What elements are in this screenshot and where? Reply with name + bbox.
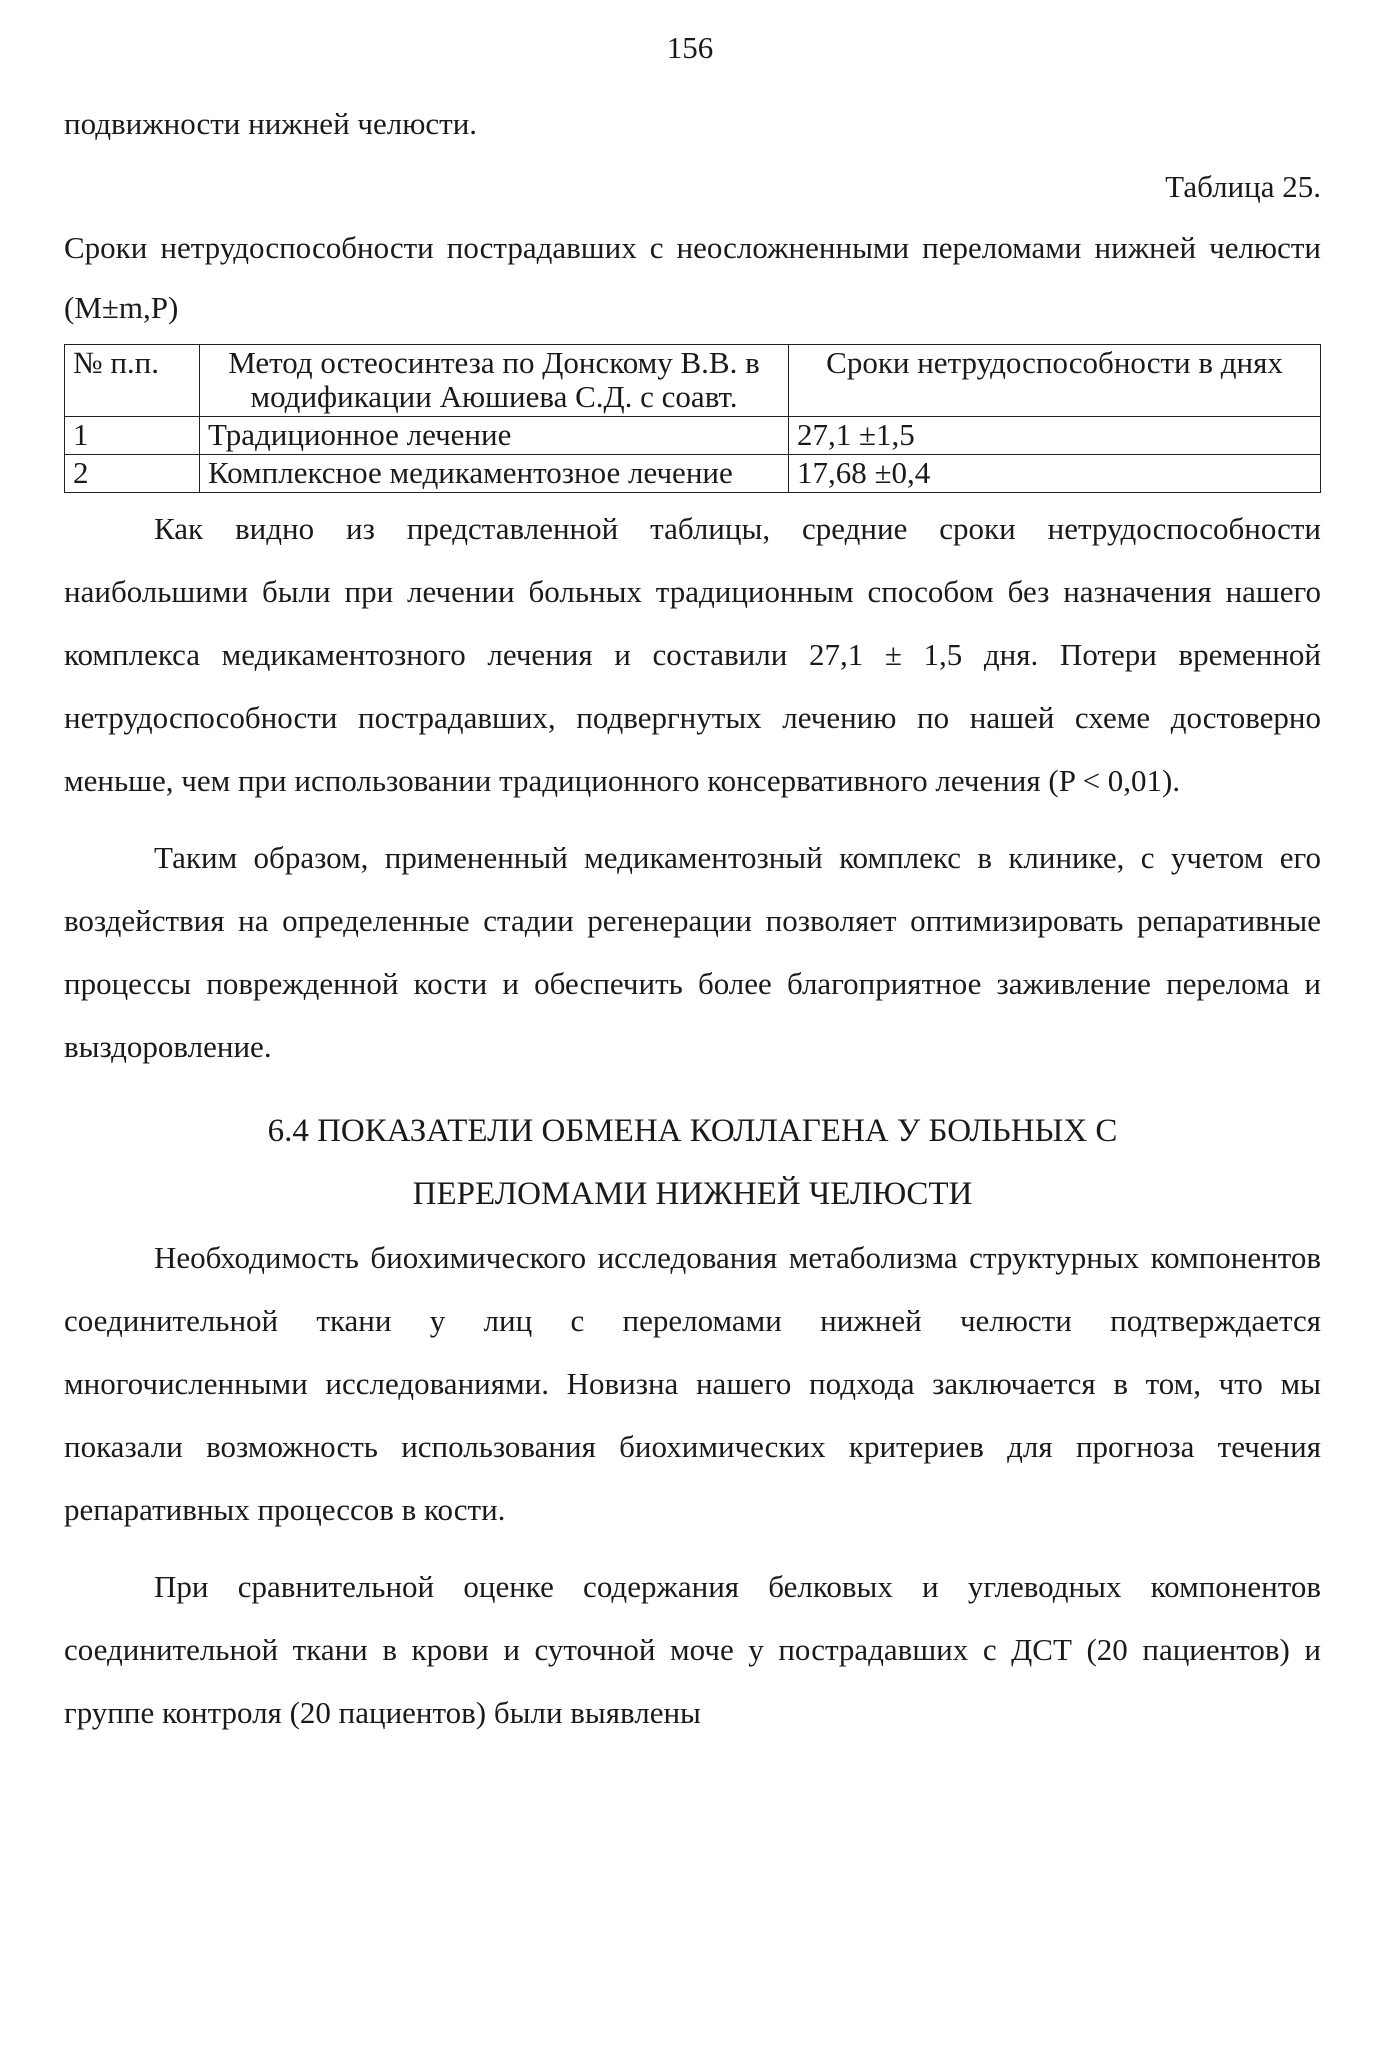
header-method: Метод остеосинтеза по Донскому В.В. в модификации Аюшиева С.Д. с соавт.	[200, 345, 789, 417]
row-duration: 17,68 ±0,4	[789, 455, 1321, 493]
row-method: Комплексное медикаментозное лечение	[200, 455, 789, 493]
paragraph-comparison: При сравнительной оценке содержания белковых и углеводных компонентов соединительной ткани в крови и суточной моче у пострадавших с ДСТ (20 пациентов) и группе контроля (20 пациентов) были выявлены	[64, 1569, 1321, 1730]
paragraph-necessity: Необходимость биохимического исследования метаболизма структурных компонентов соединительной ткани у лиц с переломами нижней челюсти подтверждается многочисленными исследованиями. Новизна нашего подхода заключается в том, что мы показали возможность использования биохимических критериев для прогноза течения репаративных процессов в кости.	[64, 1240, 1321, 1527]
row-num: 2	[65, 455, 200, 493]
section-heading-line-2: ПЕРЕЛОМАМИ НИЖНЕЙ ЧЕЛЮСТИ	[412, 1176, 973, 1212]
page-number: 156	[666, 30, 714, 65]
paragraph-results: Как видно из представленной таблицы, средние сроки нетрудоспособности наибольшими были при лечении больных традиционным способом без назначения нашего комплекса медикаментозного лечения и составили 27,1 ± 1,5 дня. Потери временной нетрудоспособности пострадавших, подвергнутых лечению по нашей схеме достоверно меньше, чем при использовании традиционного консервативного лечения (P < 0,01).	[64, 511, 1321, 798]
section-heading	[64, 1100, 1321, 1226]
table-row	[65, 455, 1321, 493]
header-duration: Сроки нетрудоспособности в днях	[789, 345, 1321, 417]
table-title: Сроки нетрудоспособности пострадавших с неосложненными переломами нижней челюсти (M±m,P)	[64, 230, 1321, 325]
table-label: Таблица 25.	[1165, 169, 1321, 204]
sick-leave-table	[64, 344, 1321, 493]
page-content	[64, 92, 1321, 1744]
row-duration: 27,1 ±1,5	[789, 417, 1321, 455]
paragraph-conclusion: Таким образом, примененный медикаментозный комплекс в клинике, с учетом его воздействия на определенные стадии регенерации позволяет оптимизировать репаративные процессы поврежденной кости и обеспечить более благоприятное заживление перелома и выздоровление.	[64, 840, 1321, 1064]
row-num: 1	[65, 417, 200, 455]
intro-line: подвижности нижней челюсти.	[64, 106, 478, 141]
header-num: № п.п.	[65, 345, 200, 417]
row-method: Традиционное лечение	[200, 417, 789, 455]
table-header-row	[65, 345, 1321, 417]
section-heading-line-1: 6.4 ПОКАЗАТЕЛИ ОБМЕНА КОЛЛАГЕНА У БОЛЬНЫХ С	[267, 1113, 1118, 1149]
table-row	[65, 417, 1321, 455]
